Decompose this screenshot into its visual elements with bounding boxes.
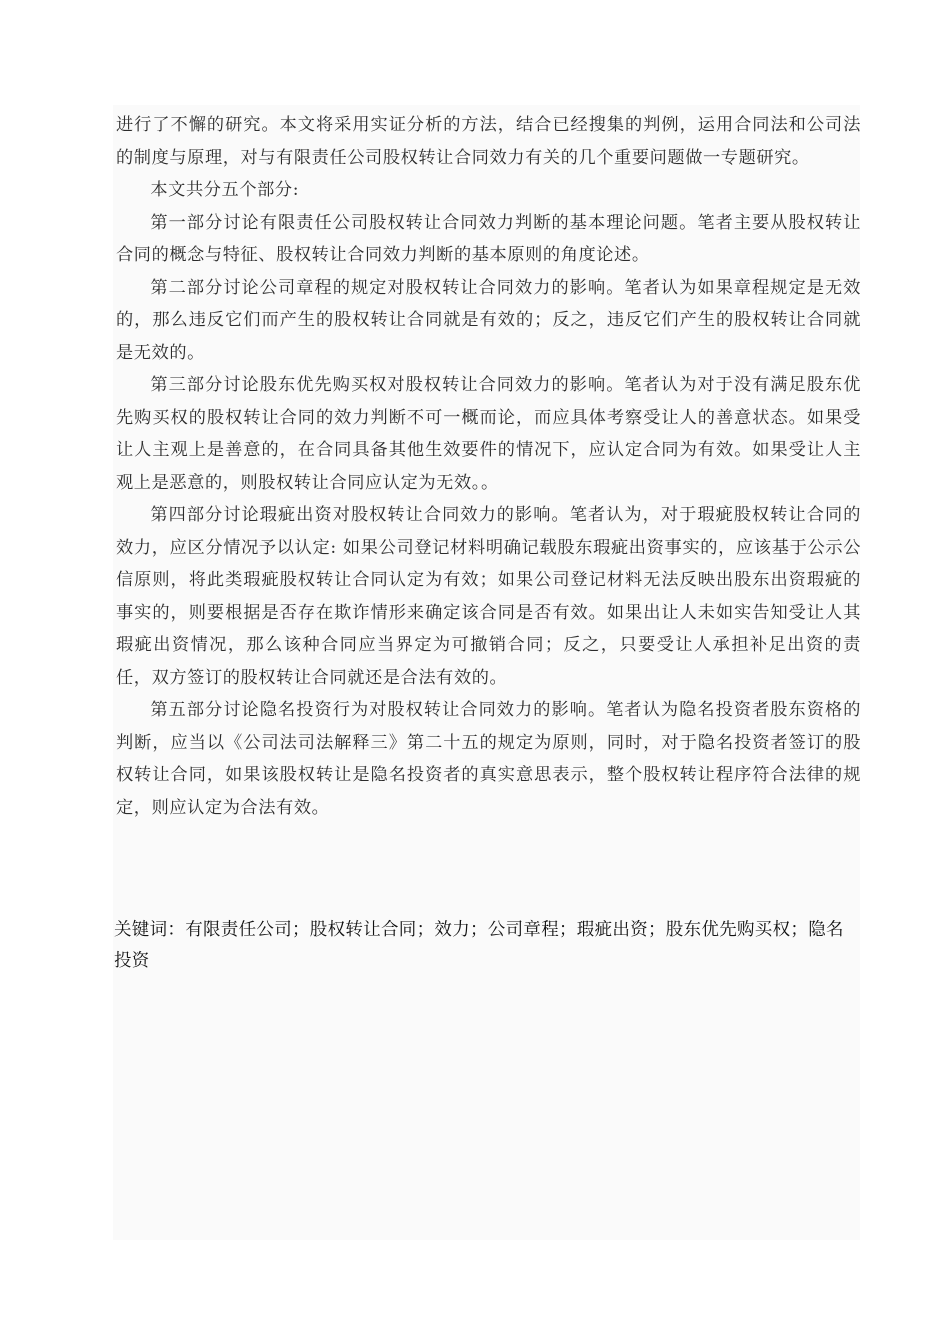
keywords-label: 关键词： — [114, 920, 186, 940]
keywords-section — [114, 915, 860, 977]
paragraph-part-one: 第一部分讨论有限责任公司股权转让合同效力判断的基本理论问题。笔者主要从股权转让合同的概念与特征、股权转让合同效力判断的基本原则的角度论述。 — [116, 212, 861, 265]
paragraph-overview: 本文共分五个部分: — [150, 180, 300, 200]
document-body — [116, 109, 861, 824]
paragraph-continuation: 进行了不懈的研究。本文将采用实证分析的方法，结合已经搜集的判例，运用合同法和公司法的制度与原理，对与有限责任公司股权转让合同效力有关的几个重要问题做一专题研究。 — [116, 115, 861, 168]
keywords-text: 有限责任公司；股权转让合同；效力；公司章程；瑕疵出资；股东优先购买权；隐名投资 — [114, 920, 844, 971]
paragraph-part-three: 第三部分讨论股东优先购买权对股权转让合同效力的影响。笔者认为对于没有满足股东优先购买权的股权转让合同的效力判断不可一概而论，而应具体考察受让人的善意状态。如果受让人主观上是善意的，在合同具备其他生效要件的情况下，应认定合同为有效。如果受让人主观上是恶意的，则股权转让合同应认定为无效。。 — [116, 375, 861, 493]
paragraph-part-two: 第二部分讨论公司章程的规定对股权转让合同效力的影响。笔者认为如果章程规定是无效的，那么违反它们而产生的股权转让合同就是有效的；反之，违反它们产生的股权转让合同就是无效的。 — [116, 277, 861, 363]
paragraph-part-four: 第四部分讨论瑕疵出资对股权转让合同效力的影响。笔者认为，对于瑕疵股权转让合同的效力，应区分情况予以认定: 如果公司登记材料明确记载股东瑕疵出资事实的，应该基于公示公信原则，将此类瑕疵股权转让合同认定为有效；如果公司登记材料无法反映出股东出资瑕疵的事实的，则要根据是否存在欺诈情形来确定该合同是否有效。如果出让人未如实告知受让人其瑕疵出资情况，那么该种合同应当界定为可撤销合同；反之，只要受让人承担补足出资的责任，双方签订的股权转让合同就还是合法有效的。 — [116, 505, 861, 688]
paragraph-part-five: 第五部分讨论隐名投资行为对股权转让合同效力的影响。笔者认为隐名投资者股东资格的判断，应当以《公司法司法解释三》第二十五的规定为原则，同时，对于隐名投资者签订的股权转让合同，如果该股权转让是隐名投资者的真实意思表示，整个股权转让程序符合法律的规定，则应认定为合法有效。 — [116, 700, 861, 818]
